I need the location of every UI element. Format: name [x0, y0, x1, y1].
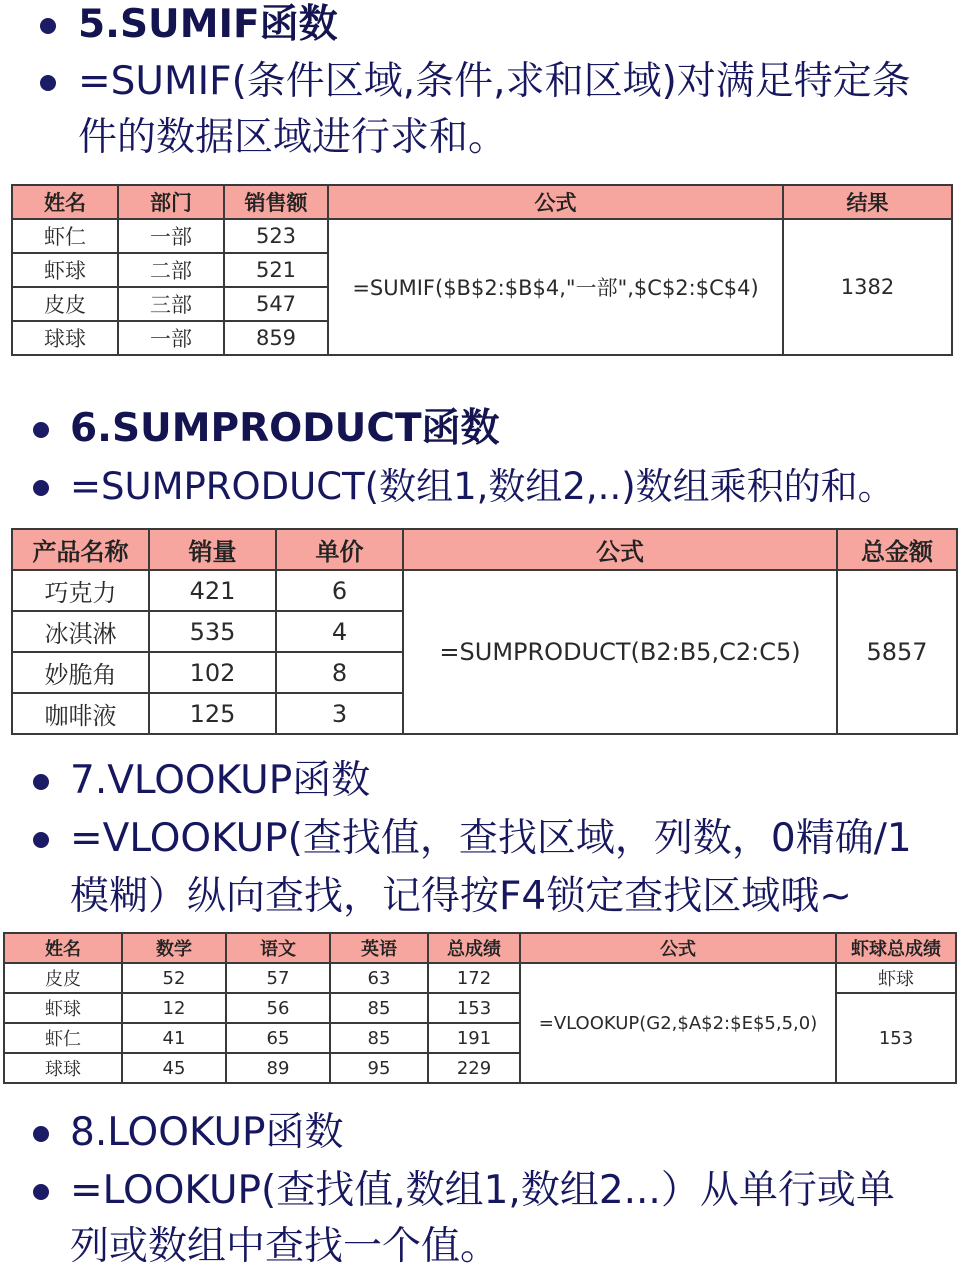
lookup-value-cell: 虾球: [836, 963, 956, 993]
section8-title: 8.LOOKUP函数: [70, 1110, 344, 1155]
table-cell: 8: [276, 652, 403, 693]
table-cell: 421: [149, 570, 276, 611]
result-cell: 1382: [783, 219, 952, 355]
table-cell: 56: [226, 993, 330, 1023]
table-cell: 一部: [118, 321, 224, 355]
table-cell: 41: [122, 1023, 226, 1053]
table-cell: 三部: [118, 287, 224, 321]
table-cell: 125: [149, 693, 276, 734]
bullet-icon: [33, 1184, 49, 1200]
table-cell: 虾球: [4, 993, 122, 1023]
bullet-icon: [33, 1126, 49, 1142]
header-cell: 公式: [403, 529, 837, 570]
table-cell: 191: [428, 1023, 520, 1053]
table-cell: 859: [224, 321, 328, 355]
table-cell: 6: [276, 570, 403, 611]
table-row: [12, 570, 957, 611]
table-cell: 523: [224, 219, 328, 253]
table-cell: 皮皮: [4, 963, 122, 993]
table-cell: 球球: [12, 321, 118, 355]
section8-desc-line2: 列或数组中查找一个值。: [70, 1224, 500, 1269]
table-header-row: [12, 185, 952, 219]
section5-title: 5.SUMIF函数: [78, 2, 338, 47]
table-header-row: [4, 933, 956, 963]
header-cell: 单价: [276, 529, 403, 570]
vlookup-table: [3, 932, 957, 1084]
table-cell: 153: [428, 993, 520, 1023]
table-cell: 229: [428, 1053, 520, 1083]
header-cell: 总成绩: [428, 933, 520, 963]
bullet-icon: [40, 75, 56, 91]
table-cell: 巧克力: [12, 570, 149, 611]
table-cell: 65: [226, 1023, 330, 1053]
table-cell: 63: [330, 963, 428, 993]
table-cell: 52: [122, 963, 226, 993]
header-cell: 姓名: [4, 933, 122, 963]
header-cell: 姓名: [12, 185, 118, 219]
table-cell: 535: [149, 611, 276, 652]
header-cell: 英语: [330, 933, 428, 963]
table-cell: 102: [149, 652, 276, 693]
table-cell: 虾球: [12, 253, 118, 287]
table-cell: 虾仁: [12, 219, 118, 253]
section5-desc-line2: 件的数据区域进行求和。: [78, 115, 508, 160]
table-cell: 85: [330, 1023, 428, 1053]
header-cell: 语文: [226, 933, 330, 963]
header-cell: 结果: [783, 185, 952, 219]
header-cell: 虾球总成绩: [836, 933, 956, 963]
table-cell: 球球: [4, 1053, 122, 1083]
formula-cell: =SUMPRODUCT(B2:B5,C2:C5): [403, 570, 837, 734]
section7-title: 7.VLOOKUP函数: [70, 758, 371, 803]
result-cell: 153: [836, 993, 956, 1083]
table-header-row: [12, 529, 957, 570]
bullet-icon: [33, 832, 49, 848]
section6-title: 6.SUMPRODUCT函数: [70, 406, 500, 451]
section8-desc-line1: =LOOKUP(查找值,数组1,数组2...）从单行或单: [70, 1168, 895, 1213]
header-cell: 销量: [149, 529, 276, 570]
table-cell: 二部: [118, 253, 224, 287]
bullet-icon: [33, 774, 49, 790]
formula-cell: =SUMIF($B$2:$B$4,"一部",$C$2:$C$4): [328, 219, 783, 355]
table-cell: 45: [122, 1053, 226, 1083]
header-cell: 总金额: [837, 529, 957, 570]
header-cell: 销售额: [224, 185, 328, 219]
table-cell: 547: [224, 287, 328, 321]
table-cell: 皮皮: [12, 287, 118, 321]
section6-desc-line1: =SUMPRODUCT(数组1,数组2,..)数组乘积的和。: [70, 465, 895, 508]
section5-desc-line1: =SUMIF(条件区域,条件,求和区域)对满足特定条: [78, 59, 911, 104]
bullet-icon: [40, 18, 56, 34]
table-cell: 妙脆角: [12, 652, 149, 693]
table-cell: 89: [226, 1053, 330, 1083]
table-row: [4, 963, 956, 993]
sumif-table: [11, 184, 953, 356]
table-cell: 4: [276, 611, 403, 652]
formula-cell: =VLOOKUP(G2,$A$2:$E$5,5,0): [520, 963, 836, 1083]
table-cell: 冰淇淋: [12, 611, 149, 652]
header-cell: 公式: [520, 933, 836, 963]
section7-desc-line1: =VLOOKUP(查找值，查找区域，列数，0精确/1: [70, 816, 912, 861]
table-cell: 521: [224, 253, 328, 287]
bullet-icon: [33, 480, 49, 496]
table-cell: 85: [330, 993, 428, 1023]
table-row: [12, 219, 952, 253]
table-cell: 172: [428, 963, 520, 993]
table-cell: 咖啡液: [12, 693, 149, 734]
result-cell: 5857: [837, 570, 957, 734]
table-cell: 12: [122, 993, 226, 1023]
bullet-icon: [33, 422, 49, 438]
header-cell: 公式: [328, 185, 783, 219]
section7-desc-line2: 模糊）纵向查找，记得按F4锁定查找区域哦~: [70, 874, 852, 919]
table-cell: 95: [330, 1053, 428, 1083]
header-cell: 部门: [118, 185, 224, 219]
header-cell: 产品名称: [12, 529, 149, 570]
table-cell: 一部: [118, 219, 224, 253]
sumproduct-table: [11, 528, 958, 735]
table-cell: 虾仁: [4, 1023, 122, 1053]
table-cell: 3: [276, 693, 403, 734]
table-cell: 57: [226, 963, 330, 993]
header-cell: 数学: [122, 933, 226, 963]
